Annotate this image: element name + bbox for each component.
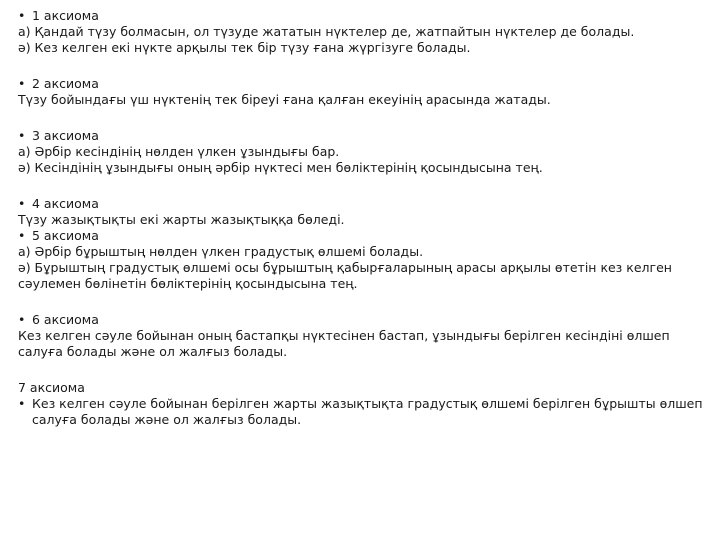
bullet-icon: • — [18, 312, 26, 327]
bullet-icon: • — [18, 128, 26, 143]
axiom-2-heading: • 2 аксиома — [18, 76, 99, 91]
axiom-6-line-a: Кез келген сәуле бойынан оның бастапқы нүктесінен бастап, ұзындығы берілген кесіндіні өлшеп салуға болады және ол жалғыз болады. — [18, 328, 670, 359]
bullet-icon: • — [18, 76, 26, 91]
axiom-6-heading: • 6 аксиома — [18, 312, 99, 327]
axiom-1-line-b: ә) Кез келген екі нүкте арқылы тек бір түзу ғана жүргізуге болады. — [18, 40, 471, 55]
axiom-1-line-a: а) Қандай түзу болмасын, ол түзуде жататын нүктелер де, жатпайтын нүктелер де болады. — [18, 24, 635, 39]
axiom-4-line-a: Түзу жазықтықты екі жарты жазықтыққа бөледі. — [18, 212, 345, 227]
bullet-icon: • — [18, 8, 26, 23]
axiom-5-line-a: а) Әрбір бұрыштың нөлден үлкен градустық өлшемі болады. — [18, 244, 424, 259]
axiom-7-item — [18, 396, 712, 428]
axiom-document — [18, 8, 712, 428]
axiom-3-heading: • 3 аксиома — [18, 128, 99, 143]
axiom-1-heading: • 1 аксиома — [18, 8, 99, 23]
axiom-7-line-a: Кез келген сәуле бойынан берілген жарты жазықтықта градустық өлшемі берілген бұрышты өлшеп салуға болады және ол жалғыз болады. — [32, 396, 703, 427]
bullet-icon: • — [18, 228, 26, 243]
axiom-4-heading: • 4 аксиома — [18, 196, 99, 211]
bullet-icon: • — [18, 196, 26, 211]
axiom-3-line-b: ә) Кесіндінің ұзындығы оның әрбір нүктесі мен бөліктерінің қосындысына тең. — [18, 160, 543, 175]
bullet-icon: • — [18, 396, 26, 411]
axiom-2-line-a: Түзу бойындағы үш нүктенің тек біреуі ғана қалған екеуінің арасында жатады. — [18, 92, 551, 107]
axiom-3-line-a: а) Әрбір кесіндінің нөлден үлкен ұзындығы бар. — [18, 144, 340, 159]
axiom-5-heading: • 5 аксиома — [18, 228, 99, 243]
axiom-7-heading: 7 аксиома — [18, 380, 85, 395]
axiom-5-line-b: ә) Бұрыштың градустық өлшемі осы бұрыштың қабырғаларының арасы арқылы өтетін кез келген сәулемен бөлінетін бөліктерінің қосындысына тең. — [18, 260, 672, 291]
